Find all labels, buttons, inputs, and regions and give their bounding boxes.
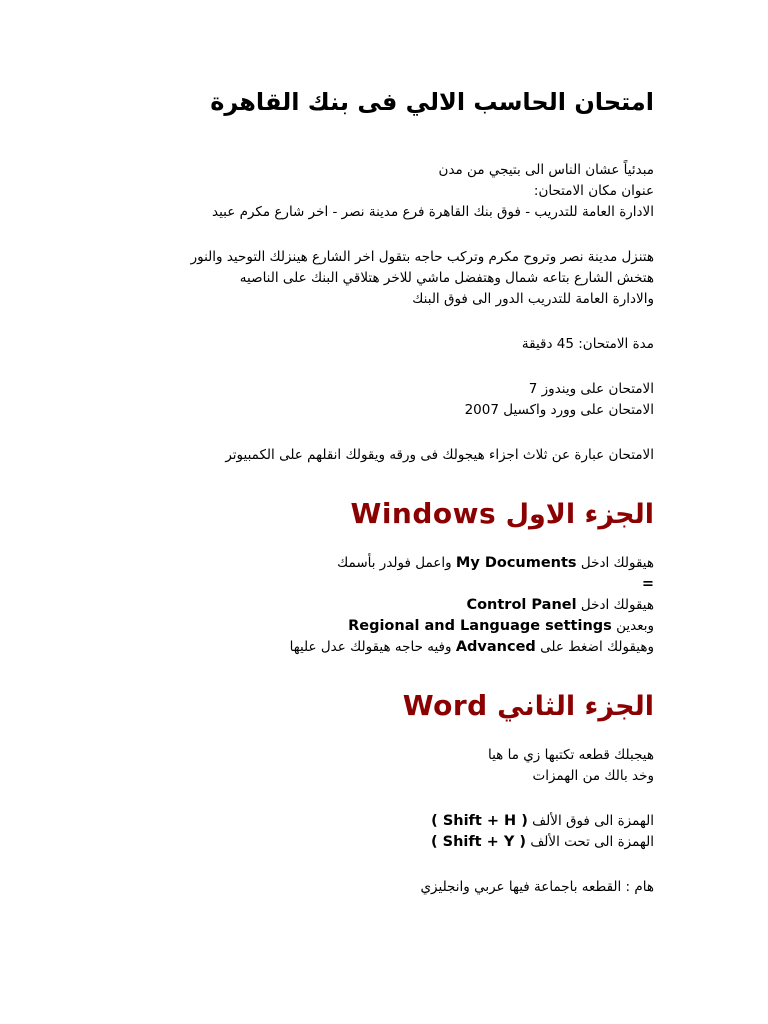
part2-text: الهمزة الى فوق الألف [532,813,654,829]
part1-line [110,616,654,637]
part2-heading-ar: الجزء الثاني [497,691,654,722]
part2-shortcut: ( Shift + H ) [431,813,528,829]
part1-heading [110,494,654,535]
part1-heading-en: Windows [350,497,497,530]
part1-heading-ar: الجزء الاول [505,499,654,530]
part1-text: واعمل فولدر بأسمك [337,555,452,571]
part1-text: هيقولك ادخل [580,555,654,571]
part1-line [110,637,654,658]
directions-line: هتخش الشارع بتاعه شمال وهتفضل ماشي للاخر هتلاقي البنك على الناصيه [239,270,654,286]
document-body [110,84,654,898]
part2-line [110,832,654,853]
part2-line: هيجبلك قطعه تكتبها زي ما هيا [488,747,654,763]
part2-heading [110,686,654,727]
directions-line: هتنزل مدينة نصر وتروح مكرم وتركب حاجه بتقول اخر الشارع هينزلك التوحيد والنور [190,249,654,265]
parts-note: الامتحان عبارة عن ثلاث اجزاء هيجولك فى ورقه ويقولك انقلهم على الكمبيوتر [225,447,654,463]
part1-text: وفيه حاجه هيقولك عدل عليها [289,639,452,655]
systems-line: الامتحان على وورد واكسيل 2007 [464,402,654,418]
part2-line: هام : القطعه باجماعة فيها عربي وانجليزي [420,879,654,895]
part1-line [110,595,654,616]
part1-text: وهيقولك اضغط على [540,639,654,655]
page-title: امتحان الحاسب الالي فى بنك القاهرة [210,88,654,116]
part2-text: الهمزة الى تحت الألف [530,834,654,850]
part2-shortcut: ( Shift + Y ) [430,834,527,850]
part1-equals: = [641,576,654,592]
systems-line: الامتحان على ويندوز 7 [528,381,654,397]
part1-text: وبعدين [616,618,654,634]
part2-line [110,811,654,832]
part2-heading-en: Word [402,689,488,722]
part1-line [110,553,654,574]
part1-keyword: Control Panel [466,597,577,613]
part1-keyword: Regional and Language settings [348,618,612,634]
intro-line: مبدئياً عشان الناس الى بتيجي من مدن [438,162,654,178]
directions-line: والادارة العامة للتدريب الدور الى فوق البنك [412,291,654,307]
intro-line: عنوان مكان الامتحان: [533,183,654,199]
part1-keyword: Advanced [455,639,536,655]
part1-keyword: My Documents [455,555,577,571]
part2-line: وخد بالك من الهمزات [532,768,654,784]
intro-line: الادارة العامة للتدريب - فوق بنك القاهرة فرع مدينة نصر - اخر شارع مكرم عبيد [212,204,654,220]
part1-text: هيقولك ادخل [580,597,654,613]
duration-line: مدة الامتحان: 45 دقيقة [521,336,654,352]
